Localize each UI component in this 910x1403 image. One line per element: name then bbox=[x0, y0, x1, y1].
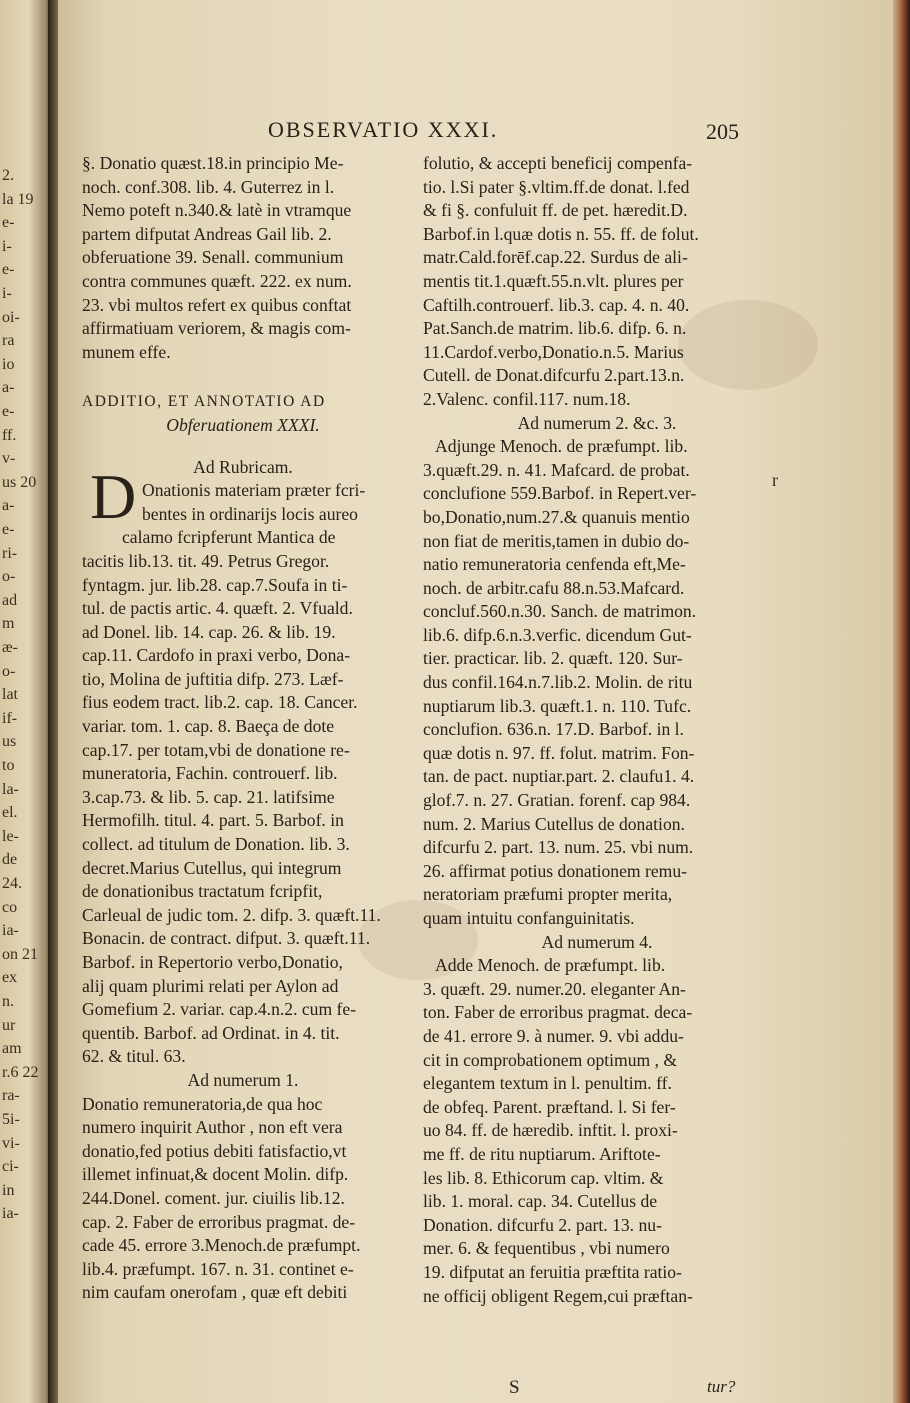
text-line: illemet infinuat,& docent Molin. difp. bbox=[82, 1164, 349, 1185]
text-line: Gomefium 2. variar. cap.4.n.2. cum fe- bbox=[82, 999, 357, 1020]
facing-page-edge bbox=[0, 0, 52, 1403]
text-line: tul. de pactis artic. 4. quæft. 2. Vfuald. bbox=[82, 598, 353, 619]
text-line: lib.6. difp.6.n.3.verfic. dicendum Gut- bbox=[423, 624, 692, 645]
text-line: difcurfu 2. part. 13. num. 25. vbi num. bbox=[423, 837, 694, 858]
text-line: tan. de pact. nuptiar.part. 2. claufu1. 4. bbox=[423, 766, 695, 787]
facing-page-fragment: ri- bbox=[2, 544, 18, 562]
facing-page-fragment: 5i- bbox=[2, 1111, 20, 1128]
text-line: & fi §. confuluit ff. de pet. hæredit.D. bbox=[423, 200, 688, 221]
facing-page-fragment: us 20 bbox=[2, 473, 37, 491]
text-line: Cutell. de Donat.difcurfu 2.part.13.n. bbox=[423, 365, 685, 386]
text-line: numero inquirit Author , non eft vera bbox=[82, 1117, 343, 1138]
text-line: partem difputat Andreas Gail lib. 2. bbox=[82, 223, 332, 244]
text-line: alij quam plurimi relati per Aylon ad bbox=[82, 975, 339, 996]
text-line: conclufione 559.Barbof. in Repert.ver- bbox=[423, 483, 697, 504]
text-line: Adde Menoch. de præfumpt. lib. bbox=[435, 955, 666, 976]
text-line: muneratoria, Fachin. controuerf. lib. bbox=[82, 763, 338, 784]
text-line: glof.7. n. 27. Gratian. forenf. cap 984. bbox=[423, 790, 691, 811]
facing-page-fragment: lat bbox=[2, 686, 18, 704]
text-line: Hermofilh. titul. 4. part. 5. Barbof. in bbox=[82, 810, 344, 831]
text-line: 11.Cardof.verbo,Donatio.n.5. Marius bbox=[423, 341, 684, 362]
facing-page-fragment: e- bbox=[2, 214, 15, 232]
facing-page-fragment: vi- bbox=[2, 1134, 20, 1152]
text-line: les lib. 8. Ethicorum cap. vltim. & bbox=[423, 1167, 664, 1188]
facing-page-fragment: ad bbox=[2, 591, 18, 609]
text-line: Pat.Sanch.de matrim. lib.6. difp. 6. n. bbox=[423, 318, 687, 339]
text-line: fyntagm. jur. lib.28. cap.7.Soufa in ti- bbox=[82, 574, 348, 595]
facing-page-fragment: m bbox=[2, 615, 15, 633]
facing-page-fragment: us bbox=[2, 733, 17, 751]
facing-page-fragment: co bbox=[2, 898, 18, 916]
drop-cap-d: D bbox=[90, 461, 137, 532]
text-line: cap.11. Cardofo in praxi verbo, Dona- bbox=[82, 645, 351, 666]
text-line: 2.Valenc. confil.117. num.18. bbox=[423, 388, 631, 409]
right-column bbox=[423, 152, 771, 1308]
facing-page-fragment: io bbox=[2, 355, 15, 373]
facing-page-fragment: e- bbox=[2, 403, 15, 420]
text-line: lib.4. præfumpt. 167. n. 31. continet e- bbox=[82, 1258, 354, 1279]
facing-page-fragment: on 21 bbox=[2, 945, 38, 963]
text-line: cap. 2. Faber de erroribus pragmat. de- bbox=[82, 1211, 356, 1232]
text-line: §. Donatio quæst.18.in principio Me- bbox=[82, 153, 344, 173]
text-line: tacitis lib.13. tit. 49. Petrus Gregor. bbox=[82, 550, 330, 571]
text-line: Barbof. in Repertorio verbo,Donatio, bbox=[82, 952, 343, 972]
facing-page-fragment: in bbox=[2, 1181, 15, 1199]
facing-page-fragment: e- bbox=[2, 261, 15, 279]
facing-page-fragment: to bbox=[2, 757, 15, 774]
text-line: Nemo poteft n.340.& latè in vtramque bbox=[82, 200, 352, 221]
facing-page-fragment: ra- bbox=[2, 1087, 20, 1105]
subsection-heading: Ad numerum 4. bbox=[541, 931, 653, 952]
text-line: 3.quæft.29. n. 41. Mafcard. de probat. bbox=[423, 459, 690, 480]
text-line: Donatio remuneratoria,de qua hoc bbox=[82, 1093, 323, 1114]
text-line: quentib. Barbof. ad Ordinat. in 4. tit. bbox=[82, 1022, 340, 1043]
facing-page-fragment: æ- bbox=[2, 639, 18, 656]
text-line: nim caufam onerofam , quæ eft debiti bbox=[82, 1282, 348, 1303]
text-line: collect. ad titulum de Donation. lib. 3. bbox=[82, 834, 350, 855]
text-line: uo 84. ff. de hæredib. inftit. l. proxi- bbox=[423, 1120, 678, 1141]
facing-page-fragment: n. bbox=[2, 993, 14, 1010]
text-line: lib. 1. moral. cap. 34. Cutellus de bbox=[423, 1191, 658, 1212]
text-line: tio. l.Si pater §.vltim.ff.de donat. l.fed bbox=[423, 176, 690, 197]
facing-page-fragment: v- bbox=[2, 450, 16, 468]
text-line: contra communes quæft. 222. ex num. bbox=[82, 270, 352, 291]
text-line: 62. & titul. 63. bbox=[82, 1046, 186, 1067]
text-line: nuptiarum lib.3. quæft.1. n. 110. Tufc. bbox=[423, 695, 692, 716]
facing-page-fragment: de bbox=[2, 851, 18, 869]
text-line: ton. Faber de erroribus pragmat. deca- bbox=[423, 1002, 693, 1023]
text-line: non fiat de meritis,tamen in dubio do- bbox=[423, 530, 690, 551]
text-line: bentes in ordinarijs locis aureo bbox=[142, 503, 358, 524]
text-line: cit in comprobationem optimum , & bbox=[423, 1049, 678, 1070]
margin-mark: r bbox=[772, 470, 778, 490]
facing-page-fragment: ia- bbox=[2, 1205, 19, 1223]
running-head: OBSERVATIO XXXI. bbox=[268, 117, 499, 142]
facing-page-fragment: ia- bbox=[2, 922, 19, 940]
text-line: Caftilh.controuerf. lib.3. cap. 4. n. 40. bbox=[423, 294, 690, 315]
text-line: matr.Cald.forēf.cap.22. Surdus de ali- bbox=[423, 247, 688, 268]
text-line: noch. conf.308. lib. 4. Guterrez in l. bbox=[82, 176, 335, 197]
text-line: decret.Marius Cutellus, qui integrum bbox=[82, 857, 342, 878]
text-line: Onationis materiam præter fcri- bbox=[142, 480, 366, 501]
facing-page-fragment: ur bbox=[2, 1016, 16, 1034]
text-line: bo,Donatio,num.27.& quanuis mentio bbox=[423, 506, 690, 527]
text-line: 19. difputat an feruitia præftita ratio- bbox=[423, 1261, 682, 1282]
text-line: variar. tom. 1. cap. 8. Baeça de dote bbox=[82, 716, 335, 737]
text-line: calamo fcripferunt Mantica de bbox=[122, 527, 336, 548]
subsection-heading: Ad numerum 2. &c. 3. bbox=[517, 412, 677, 433]
text-line: tier. practicar. lib. 2. quæft. 120. Sur- bbox=[423, 648, 683, 669]
facing-page-fragment: i- bbox=[2, 285, 12, 302]
text-line: mer. 6. & fequentibus , vbi numero bbox=[423, 1238, 670, 1259]
facing-page-fragment: am bbox=[2, 1040, 22, 1058]
text-line: affirmatiuam veriorem, & magis com- bbox=[82, 318, 351, 339]
text-line: folutio, & accepti beneficij compenfa- bbox=[423, 153, 693, 173]
facing-page-fragment: el. bbox=[2, 804, 18, 822]
page-number: 205 bbox=[706, 119, 739, 144]
facing-page-fragment: r.6 22 bbox=[2, 1063, 39, 1081]
subsection-heading: Ad numerum 1. bbox=[187, 1069, 299, 1090]
text-line: quam intuitu confanguinitatis. bbox=[423, 908, 635, 928]
facing-page-fragment: e- bbox=[2, 521, 15, 538]
facing-page-fragment: o- bbox=[2, 662, 16, 680]
facing-page-fragment: a- bbox=[2, 379, 15, 397]
facing-page-fragment: a- bbox=[2, 497, 15, 515]
text-line: quæ dotis n. 97. ff. folut. matrim. Fon- bbox=[423, 742, 695, 763]
text-line: num. 2. Marius Cutellus de donation. bbox=[423, 813, 685, 834]
text-line: Barbof.in l.quæ dotis n. 55. ff. de folut. bbox=[423, 223, 699, 244]
left-column bbox=[82, 152, 404, 1305]
facing-page-fragment: ex bbox=[2, 969, 18, 987]
text-line: 3.cap.73. & lib. 5. cap. 21. latifsime bbox=[82, 786, 335, 807]
text-line: Bonacin. de contract. difput. 3. quæft.11. bbox=[82, 928, 371, 949]
facing-page-fragment: if- bbox=[2, 709, 18, 727]
subsection-heading: Ad Rubricam. bbox=[193, 456, 293, 477]
text-line: 3. quæft. 29. numer.20. eleganter An- bbox=[423, 978, 686, 999]
facing-page-fragment: o- bbox=[2, 568, 16, 586]
text-line: ne officij obligent Regem,cui præftan- bbox=[423, 1285, 693, 1306]
facing-page-fragment: ra bbox=[2, 332, 15, 350]
facing-page-fragment: la 19 bbox=[2, 190, 34, 208]
text-line: 244.Donel. coment. jur. ciuilis lib.12. bbox=[82, 1187, 345, 1208]
text-line: elegantem textum in l. penultim. ff. bbox=[423, 1073, 672, 1094]
text-line: Carleual de judic tom. 2. difp. 3. quæft.11. bbox=[82, 904, 381, 925]
text-line: concluf.560.n.30. Sanch. de matrimon. bbox=[423, 601, 697, 622]
facing-page-fragment: i- bbox=[2, 237, 12, 255]
facing-page-fragment: ci- bbox=[2, 1158, 19, 1176]
text-line: cap.17. per totam,vbi de donatione re- bbox=[82, 739, 350, 760]
text-line: munem effe. bbox=[82, 341, 171, 362]
catchword: tur? bbox=[707, 1377, 736, 1396]
section-heading: ADDITIO, ET ANNOTATIO AD bbox=[82, 393, 326, 411]
text-line: Adjunge Menoch. de præfumpt. lib. bbox=[435, 436, 688, 457]
page-fore-edge bbox=[893, 0, 910, 1403]
text-line: dus confil.164.n.7.lib.2. Molin. de ritu bbox=[423, 672, 693, 693]
text-line: mentis tit.1.quæft.55.n.vlt. plures per bbox=[423, 270, 684, 291]
text-line: obferuatione 39. Senall. communium bbox=[82, 247, 344, 268]
text-line: fius eodem tract. lib.2. cap. 18. Cancer. bbox=[82, 692, 358, 713]
text-line: 26. affirmat potius donationem remu- bbox=[423, 860, 688, 881]
text-line: donatio,fed potius debiti fatisfactio,vt bbox=[82, 1140, 347, 1161]
text-line: conclufion. 636.n. 17.D. Barbof. in l. bbox=[423, 719, 684, 740]
text-line: neratoriam præfumi propter merita, bbox=[423, 884, 673, 905]
facing-page-fragment: ff. bbox=[2, 426, 17, 444]
text-line: natio remuneratoria cenfenda eft,Me- bbox=[423, 554, 686, 575]
text-line: de donationibus tractatum fcripfit, bbox=[82, 881, 323, 902]
facing-page-fragment: 2. bbox=[2, 167, 14, 184]
facing-page-fragment: le- bbox=[2, 827, 19, 845]
text-line: 23. vbi multos refert ex quibus conftat bbox=[82, 294, 352, 315]
text-line: de 41. errore 9. à numer. 9. vbi addu- bbox=[423, 1025, 684, 1046]
signature-mark: S bbox=[509, 1377, 520, 1398]
facing-page-fragment: la- bbox=[2, 780, 19, 798]
text-line: ad Donel. lib. 14. cap. 26. & lib. 19. bbox=[82, 621, 336, 642]
facing-page-fragment: oi- bbox=[2, 308, 20, 326]
text-line: cade 45. errore 3.Menoch.de præfumpt. bbox=[82, 1235, 361, 1256]
section-heading: Obferuationem XXXI. bbox=[166, 414, 320, 435]
text-line: tio, Molina de juftitia difp. 273. Læf- bbox=[82, 668, 344, 689]
text-line: de obfeq. Parent. præftand. l. Si fer- bbox=[423, 1096, 676, 1117]
text-line: me ff. de ritu nuptiarum. Ariftote- bbox=[423, 1143, 661, 1164]
text-line: noch. de arbitr.cafu 88.n.53.Mafcard. bbox=[423, 577, 685, 598]
text-line: Donation. difcurfu 2. part. 13. nu- bbox=[423, 1214, 662, 1235]
facing-page-fragment: 24. bbox=[2, 875, 22, 892]
